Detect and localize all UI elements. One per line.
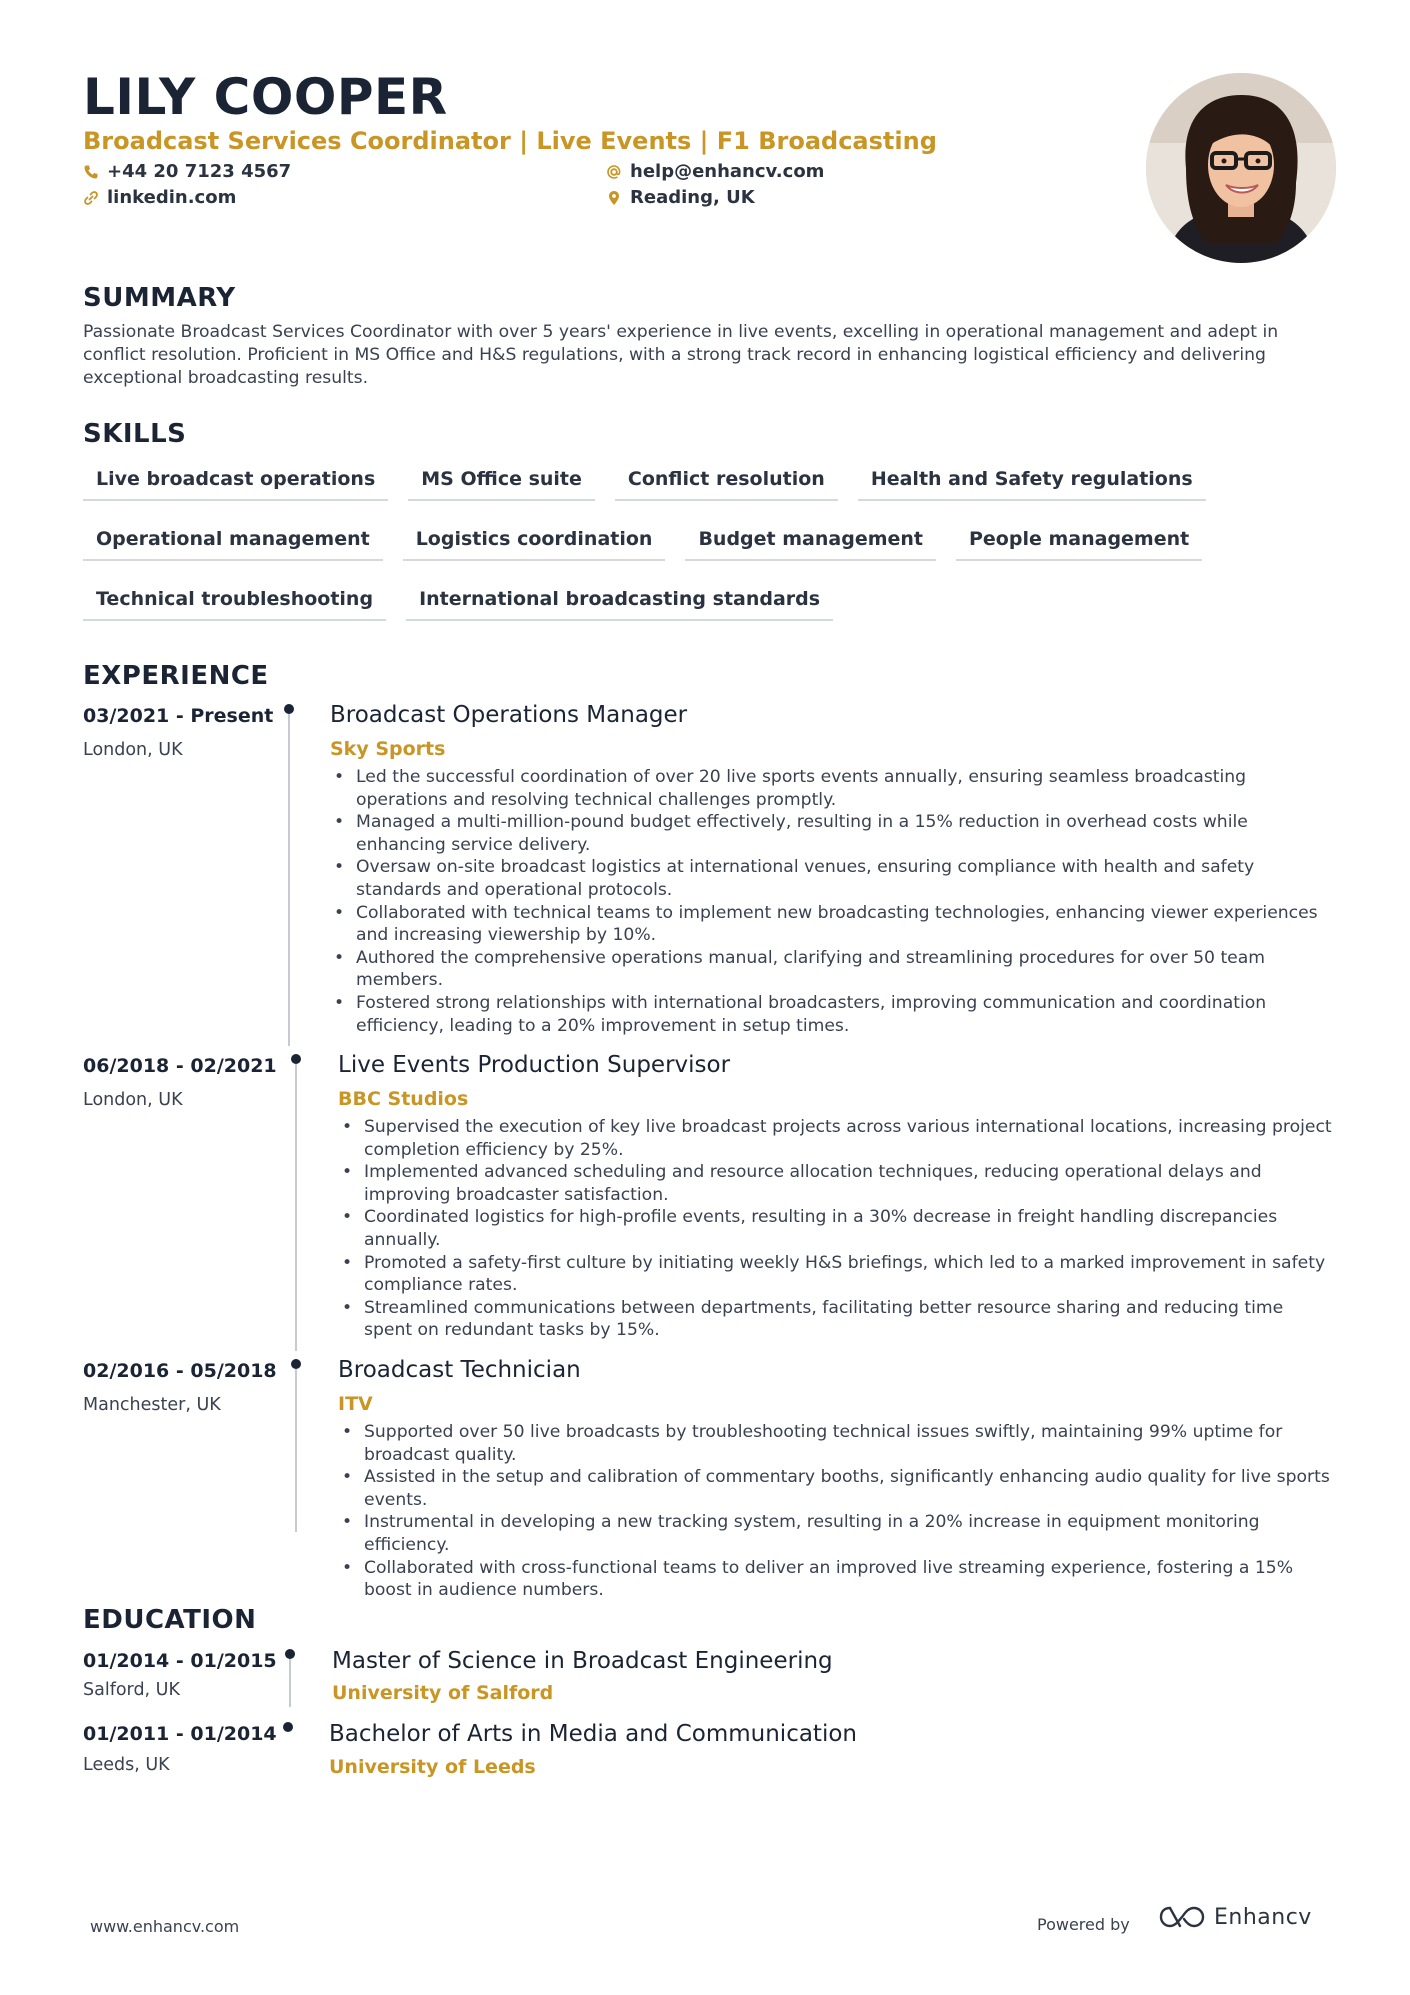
job-bullet: • Led the successful coordination of over 20 live sports events annually, ensuring seamless broadcasting operations and resolving technical challenges promptly.	[330, 766, 1335, 811]
skill-tag: Technical troubleshooting	[83, 580, 386, 621]
education-heading: EDUCATION	[83, 1605, 257, 1635]
skills-heading: SKILLS	[83, 419, 187, 449]
job-bullet: • Streamlined communications between departments, facilitating better resource sharing and reducing time spent on redundant tasks by 15%.	[338, 1297, 1335, 1342]
contact-email[interactable]	[606, 161, 824, 182]
timeline-line	[289, 1659, 291, 1707]
skills-row	[83, 460, 1193, 501]
timeline-line	[295, 1369, 297, 1532]
contact-phone[interactable]	[83, 161, 291, 182]
candidate-headline: Broadcast Services Coordinator | Live Events | F1 Broadcasting	[83, 127, 937, 155]
education-degree: Master of Science in Broadcast Engineering	[332, 1648, 833, 1674]
job-company: ITV	[338, 1393, 373, 1415]
skill-tag: Live broadcast operations	[83, 460, 388, 501]
job-bullet: • Oversaw on-site broadcast logistics at international venues, ensuring compliance with health and safety standards and operational protocols.	[330, 856, 1335, 901]
timeline-dot	[284, 704, 294, 714]
job-bullets	[338, 1421, 1338, 1602]
profile-photo	[1146, 73, 1336, 263]
infinity-logo-icon	[1158, 1904, 1206, 1930]
job-bullet: • Managed a multi-million-pound budget effectively, resulting in a 15% reduction in overhead costs while enhancing service delivery.	[330, 811, 1335, 856]
summary-text: Passionate Broadcast Services Coordinator with over 5 years' experience in live events, excelling in operational management and adept in conflict resolution. Proficient in MS Office and H&S regulations, with a strong track record in enhancing logistical efficiency and delivering exceptional broadcasting results.	[83, 322, 1279, 388]
timeline-line	[295, 1064, 297, 1351]
job-bullet: • Collaborated with cross-functional teams to deliver an improved live streaming experience, fostering a 15% boost in audience numbers.	[338, 1557, 1338, 1602]
experience-heading: EXPERIENCE	[83, 661, 269, 691]
skill-tag: Health and Safety regulations	[858, 460, 1206, 501]
job-dates: 02/2016 - 05/2018	[83, 1360, 277, 1382]
skill-tag: Operational management	[83, 520, 383, 561]
job-company: Sky Sports	[330, 738, 446, 760]
job-bullet: • Instrumental in developing a new tracking system, resulting in a 20% increase in equipment monitoring efficiency.	[338, 1511, 1338, 1556]
summary-heading: SUMMARY	[83, 283, 236, 313]
job-bullet: • Assisted in the setup and calibration of commentary booths, significantly enhancing audio quality for live sports events.	[338, 1466, 1338, 1511]
enhancv-logo[interactable]	[1158, 1904, 1312, 1930]
education-school: University of Salford	[332, 1682, 554, 1704]
education-dates: 01/2014 - 01/2015	[83, 1650, 277, 1672]
job-bullet: • Promoted a safety-first culture by initiating weekly H&S briefings, which led to a marked improvement in safety compliance rates.	[338, 1252, 1335, 1297]
brand-name: Enhancv	[1214, 1904, 1312, 1930]
skills-row	[83, 520, 1190, 561]
footer-url[interactable]: www.enhancv.com	[90, 1917, 240, 1936]
candidate-name: LILY COOPER	[83, 68, 448, 126]
skill-tag: Budget management	[685, 520, 936, 561]
timeline-dot	[291, 1359, 301, 1369]
job-bullets	[338, 1116, 1335, 1342]
job-title: Broadcast Technician	[338, 1357, 581, 1383]
job-bullet: • Collaborated with technical teams to implement new broadcasting technologies, enhancing viewer experiences and increasing viewership by 10%.	[330, 902, 1335, 947]
email-text: help@enhancv.com	[630, 161, 825, 182]
powered-by-label: Powered by	[1037, 1915, 1130, 1934]
job-dates: 03/2021 - Present	[83, 705, 274, 727]
timeline-line	[288, 714, 290, 1046]
job-title: Live Events Production Supervisor	[338, 1052, 731, 1078]
timeline-dot	[285, 1649, 295, 1659]
location-text: Reading, UK	[630, 187, 755, 208]
job-bullet: • Authored the comprehensive operations manual, clarifying and streamlining procedures for over 50 team members.	[330, 947, 1335, 992]
job-bullet: • Supervised the execution of key live broadcast projects across various international locations, increasing project completion efficiency by 25%.	[338, 1116, 1335, 1161]
skills-list	[83, 460, 1193, 640]
job-bullet: • Implemented advanced scheduling and resource allocation techniques, reducing operational delays and improving broadcaster satisfaction.	[338, 1161, 1335, 1206]
job-location: London, UK	[83, 740, 183, 760]
contact-linkedin[interactable]	[83, 187, 236, 208]
job-company: BBC Studios	[338, 1088, 469, 1110]
job-bullets	[330, 766, 1335, 1037]
at-icon	[606, 164, 622, 180]
education-location: Leeds, UK	[83, 1755, 170, 1775]
skill-tag: Logistics coordination	[403, 520, 666, 561]
skill-tag: People management	[956, 520, 1202, 561]
skill-tag: International broadcasting standards	[406, 580, 833, 621]
job-bullet: • Supported over 50 live broadcasts by troubleshooting technical issues swiftly, maintaining 99% uptime for broadcast quality.	[338, 1421, 1338, 1466]
contact-location	[606, 187, 755, 208]
skills-row	[83, 580, 1083, 621]
avatar-illustration	[1146, 73, 1336, 263]
education-dates: 01/2011 - 01/2014	[83, 1723, 277, 1745]
job-location: London, UK	[83, 1090, 183, 1110]
timeline-dot	[283, 1722, 293, 1732]
location-pin-icon	[606, 190, 622, 206]
job-location: Manchester, UK	[83, 1395, 221, 1415]
job-bullet: • Coordinated logistics for high-profile events, resulting in a 30% decrease in freight handling discrepancies annually.	[338, 1206, 1335, 1251]
timeline-dot	[291, 1054, 301, 1064]
education-degree: Bachelor of Arts in Media and Communication	[329, 1721, 857, 1747]
skill-tag: MS Office suite	[408, 460, 595, 501]
skill-tag: Conflict resolution	[615, 460, 838, 501]
education-school: University of Leeds	[329, 1756, 536, 1778]
phone-text: +44 20 7123 4567	[107, 161, 292, 182]
phone-icon	[83, 164, 99, 180]
job-bullet: • Fostered strong relationships with international broadcasters, improving communication and coordination efficiency, leading to a 20% improvement in setup times.	[330, 992, 1335, 1037]
link-icon	[83, 190, 99, 206]
education-location: Salford, UK	[83, 1680, 180, 1700]
job-dates: 06/2018 - 02/2021	[83, 1055, 277, 1077]
linkedin-text: linkedin.com	[107, 187, 237, 208]
job-title: Broadcast Operations Manager	[330, 702, 688, 728]
